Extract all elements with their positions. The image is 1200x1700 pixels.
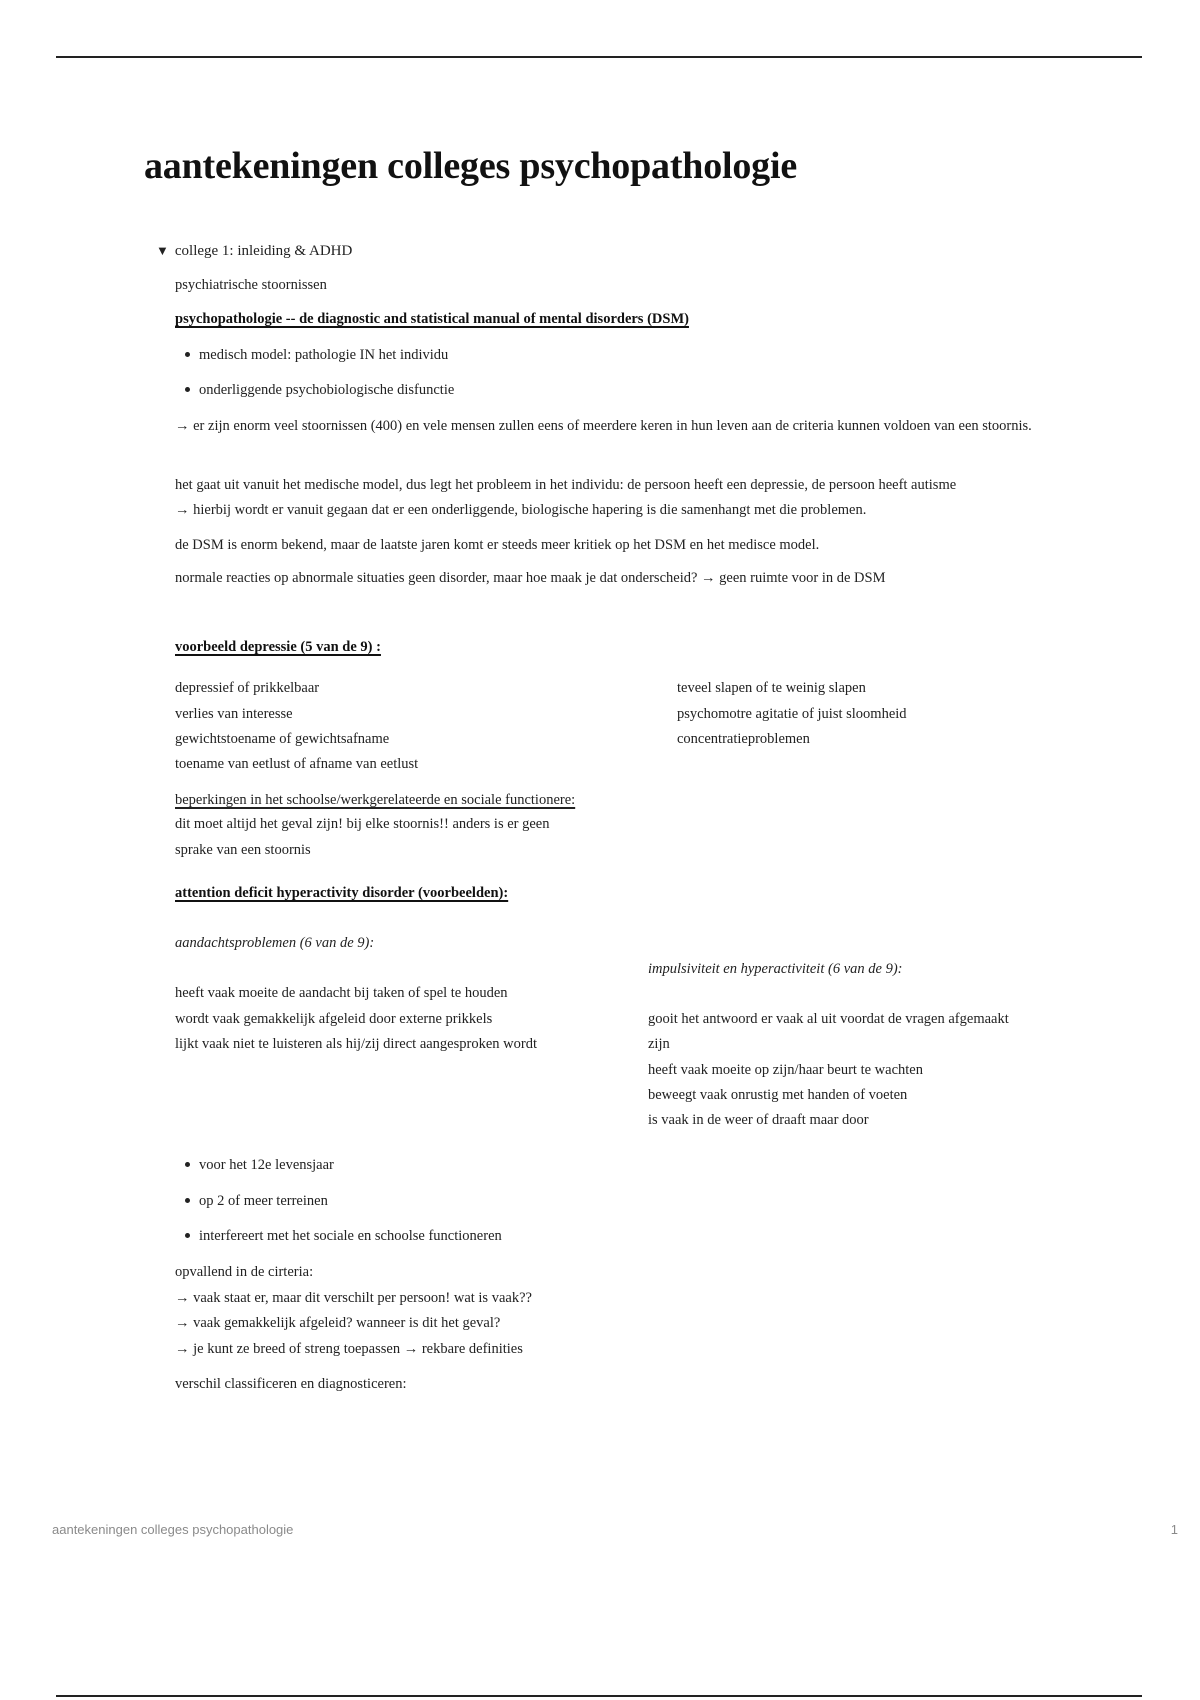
toggle-triangle-icon[interactable]: ▼ <box>156 243 169 258</box>
subheading-psychiatric-disorders: psychiatrische stoornissen <box>175 277 327 293</box>
paragraph-opvallend: opvallend in de cirteria: <box>175 1264 314 1280</box>
toggle-label: college 1: inleiding & ADHD <box>174 243 353 259</box>
paragraph-dsm-kritiek: de DSM is enorm bekend, maar de laatste jaren komt er steeds meer kritiek op het DSM en het medisce model. <box>175 537 820 553</box>
footer-page-number: 1 <box>1170 1522 1178 1537</box>
heading-beperkingen: beperkingen in het schoolse/werkgerelateerde en sociale functionere: <box>175 792 576 808</box>
top-rule <box>56 56 1142 58</box>
bullet-icon <box>185 1162 190 1167</box>
bullet-icon <box>185 1198 190 1203</box>
list-item-text: voor het 12e levensjaar <box>199 1157 334 1173</box>
adhd-item: heeft vaak moeite de aandacht bij taken of spel te houden <box>175 985 508 1001</box>
adhd-item: is vaak in de weer of draaft maar door <box>648 1112 869 1128</box>
footer-title: aantekeningen colleges psychopathologie <box>52 1522 294 1537</box>
heading-impulsiviteit: impulsiviteit en hyperactiviteit (6 van de 9): <box>648 961 903 977</box>
list-item-text: onderliggende psychobiologische disfunctie <box>199 382 455 398</box>
depressie-item: toename van eetlust of afname van eetlust <box>175 756 419 772</box>
depressie-item: verlies van interesse <box>175 706 293 722</box>
depressie-item: depressief of prikkelbaar <box>175 680 320 696</box>
paragraph-opvallend-item: → je kunt ze breed of streng toepassen → rekbare definities <box>175 1341 523 1357</box>
adhd-item: heeft vaak moeite op zijn/haar beurt te wachten <box>648 1062 923 1078</box>
list-item <box>185 1224 502 1249</box>
depressie-item: gewichtstoename of gewichtsafname <box>175 731 390 747</box>
list-item <box>185 1189 328 1214</box>
bullet-icon <box>185 352 190 357</box>
depressie-item: concentratieproblemen <box>677 731 810 747</box>
depressie-item: psychomotre agitatie of juist sloomheid <box>677 706 907 722</box>
list-item <box>185 1153 334 1178</box>
adhd-item: wordt vaak gemakkelijk afgeleid door externe prikkels <box>175 1011 493 1027</box>
page-title: aantekeningen colleges psychopathologie <box>144 145 798 187</box>
heading-aandachtsproblemen: aandachtsproblemen (6 van de 9): <box>175 935 375 951</box>
list-item-text: interfereert met het sociale en schoolse functioneren <box>199 1228 502 1244</box>
list-item <box>185 343 448 368</box>
paragraph-opvallend-item: → vaak gemakkelijk afgeleid? wanneer is dit het geval? <box>175 1315 501 1331</box>
adhd-item: gooit het antwoord er vaak al uit voordat de vragen afgemaakt <box>648 1011 1009 1027</box>
bullet-icon <box>185 1233 190 1238</box>
heading-voorbeeld-depressie: voorbeeld depressie (5 van de 9) : <box>175 639 381 655</box>
paragraph-opvallend-item: → vaak staat er, maar dit verschilt per persoon! wat is vaak?? <box>175 1290 532 1306</box>
depressie-item: teveel slapen of te weinig slapen <box>677 680 866 696</box>
bullet-icon <box>185 387 190 392</box>
heading-dsm: psychopathologie -- de diagnostic and statistical manual of mental disorders (DSM) <box>175 311 689 327</box>
heading-adhd: attention deficit hyperactivity disorder (voorbeelden): <box>175 885 509 901</box>
list-item <box>185 378 454 403</box>
bottom-rule <box>56 1695 1142 1697</box>
paragraph-beperkingen-1: dit moet altijd het geval zijn! bij elke stoornis!! anders is er geen <box>175 816 550 832</box>
list-item-text: op 2 of meer terreinen <box>199 1193 328 1209</box>
adhd-item: zijn <box>648 1036 670 1052</box>
paragraph-medisch-model-1: het gaat uit vanuit het medische model, dus legt het probleem in het individu: de persoon heeft een depressie, de persoon heeft autisme <box>175 477 957 493</box>
paragraph-stoornissen: → er zijn enorm veel stoornissen (400) en vele mensen zullen eens of meerdere keren in hun leven aan de criteria kunnen voldoen van een stoornis. <box>175 418 1032 434</box>
paragraph-normale-reacties: normale reacties op abnormale situaties geen disorder, maar hoe maak je dat onderscheid? → geen ruimte voor in de DSM <box>175 570 886 586</box>
toggle-college-1[interactable] <box>156 243 352 260</box>
paragraph-classificeren: verschil classificeren en diagnosticeren: <box>175 1376 407 1392</box>
paragraph-medisch-model-2: → hierbij wordt er vanuit gegaan dat er een onderliggende, biologische hapering is die samenhangt met die problemen. <box>175 502 867 518</box>
adhd-item: beweegt vaak onrustig met handen of voeten <box>648 1087 908 1103</box>
paragraph-beperkingen-2: sprake van een stoornis <box>175 842 311 858</box>
adhd-item: lijkt vaak niet te luisteren als hij/zij direct aangesproken wordt <box>175 1036 537 1052</box>
list-item-text: medisch model: pathologie IN het individu <box>199 347 449 363</box>
